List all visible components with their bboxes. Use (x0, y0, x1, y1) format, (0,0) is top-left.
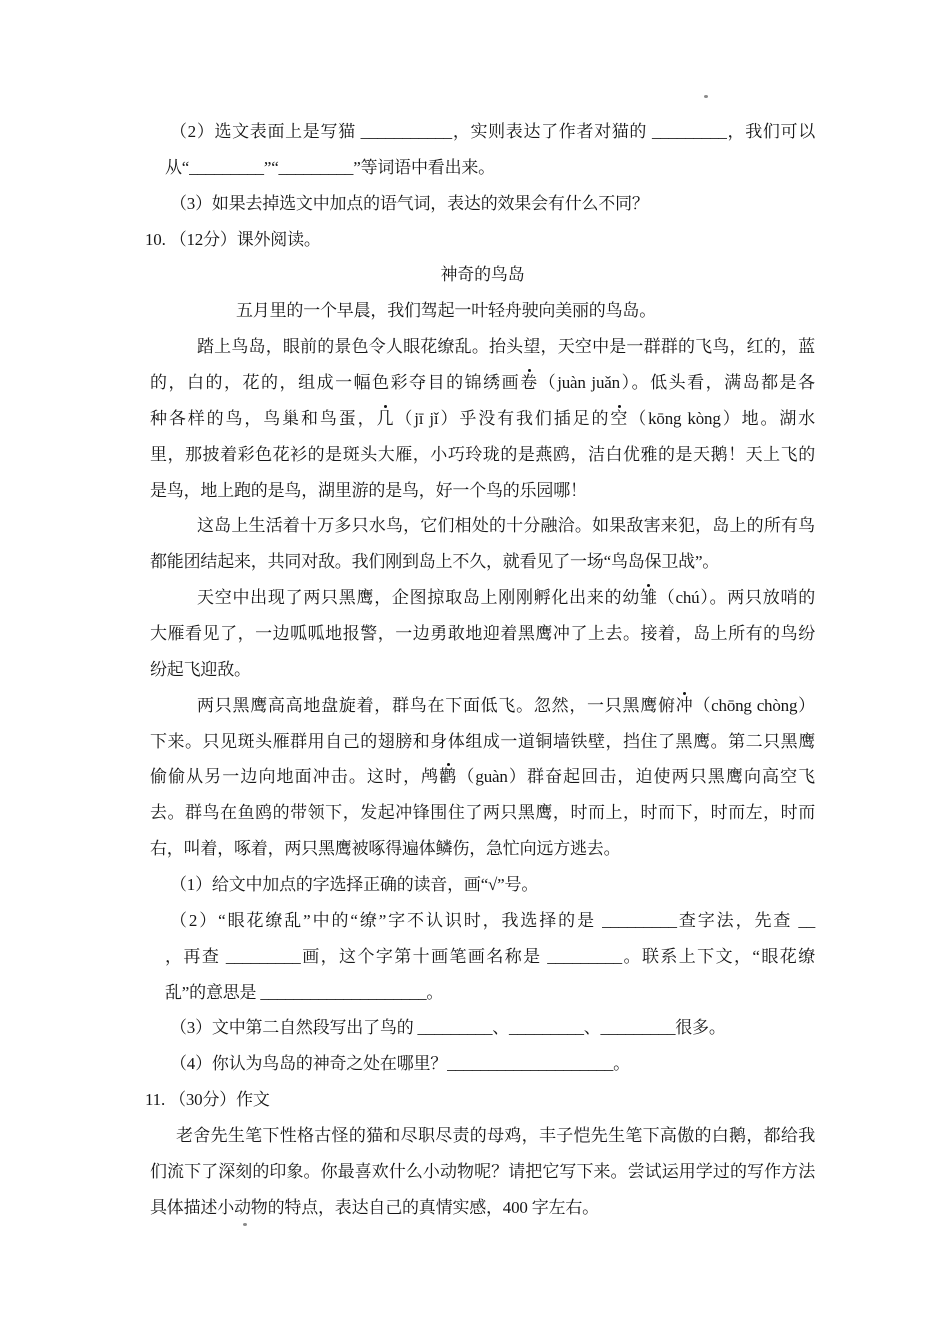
composition-prompt-line-1 (176, 1118, 815, 1154)
scan-speck (243, 1223, 247, 1226)
document-lines (145, 114, 815, 1226)
text-segment: 这岛上生活着十万多只水鸟，它们相处的十分融洽。如果敌害来犯，岛上的所有鸟 (197, 516, 815, 536)
question-10-4-line (170, 1046, 815, 1082)
text-segment: 从“_________”“_________”等词语中看出来。 (165, 157, 495, 177)
passage-paragraph-1 (236, 293, 815, 329)
passage-paragraph-4-line-2 (150, 616, 815, 652)
text-segment: （chú）。两只放哨的 (657, 588, 815, 608)
emphasis-dotted-char: 几 (376, 408, 396, 428)
text-segment: 们流下了深刻的印象。你最喜欢什么小动物呢？请把它写下来。尝试运用学过的写作方法 (150, 1161, 815, 1181)
text-segment: 11. （30分）作文 (145, 1090, 270, 1110)
text-segment: 神奇的鸟岛 (440, 265, 525, 285)
emphasis-dotted-char: 卷 (520, 373, 539, 393)
question-2-continuation (165, 150, 815, 186)
question-2-line (170, 114, 815, 150)
text-segment: （jī jǐ）乎没有我们插足的 (395, 408, 611, 428)
emphasis-dotted-char: 雏 (640, 588, 658, 608)
text-segment: 是鸟，地上跑的是鸟，湖里游的是鸟，好一个鸟的乐园哪！ (150, 480, 587, 500)
composition-prompt-line-3 (150, 1190, 815, 1226)
passage-paragraph-5-line-2 (150, 724, 815, 760)
scan-speck (704, 95, 708, 98)
composition-prompt-line-2 (150, 1154, 815, 1190)
passage-paragraph-3-line-2 (150, 544, 815, 580)
text-segment: 下来。只见斑头雁群用自己的翅膀和身体组成一道铜墙铁壁，挡住了黑鹰。第二只黑鹰 (150, 731, 815, 751)
passage-paragraph-2-line-1 (197, 329, 815, 365)
text-segment: 天空中出现了两只黑鹰，企图掠取岛上刚刚孵化出来的幼 (197, 588, 641, 608)
text-segment: （kōng kòng）地。湖水 (629, 408, 815, 428)
text-segment: 五月里的一个早晨，我们驾起一叶轻舟驶向美丽的鸟岛。 (236, 301, 656, 321)
passage-paragraph-3-line-1 (197, 508, 815, 544)
question-3-line (170, 186, 815, 222)
passage-paragraph-4-line-3 (150, 652, 815, 688)
text-segment: 右，叫着，啄着，两只黑鹰被啄得遍体鳞伤，急忙向远方逃去。 (150, 839, 621, 859)
question-10-2-line-2 (165, 939, 815, 975)
text-segment: （1）给文中加点的字选择正确的读音，画“√”号。 (170, 875, 539, 895)
text-segment: 都能团结起来，共同对敌。我们刚到岛上不久，就看见了一场“鸟岛保卫战”。 (150, 552, 720, 572)
text-segment: 踏上鸟岛，眼前的景色令人眼花缭乱。抬头望，天空中是一群群的飞鸟，红的，蓝 (197, 337, 815, 357)
emphasis-dotted-char: 冲 (675, 695, 694, 715)
passage-paragraph-5-line-1 (197, 688, 815, 724)
text-segment: 的，白的，花的，组成一幅色彩夺目的锦绣画 (150, 373, 521, 393)
text-segment: 大雁看见了，一边呱呱地报警，一边勇敢地迎着黑鹰冲了上去。接着，岛上所有的鸟纷 (150, 624, 815, 644)
text-segment: 老舍先生笔下性格古怪的猫和尽职尽责的母鸡，丰子恺先生笔下高傲的白鹅，都给我 (176, 1126, 815, 1146)
text-segment: ，再查 _________画，这个字第十画笔画名称是 _________。联系上下文，“眼花缭 (165, 946, 815, 966)
text-segment: （juàn juǎn）。低头看，满岛都是各 (538, 373, 815, 393)
passage-paragraph-2-line-5 (150, 473, 815, 509)
question-11-header (145, 1082, 815, 1118)
text-segment: （2）“眼花缭乱”中的“缭”字不认识时，我选择的是 _________查字法，先查 __ (170, 910, 815, 930)
text-segment: 偷偷从另一边向地面冲击。这时，鸬 (150, 767, 440, 787)
text-segment: 两只黑鹰高高地盘旋着，群鸟在下面低飞。忽然，一只黑鹰俯 (197, 695, 676, 715)
text-segment: 纷起飞迎敌。 (150, 659, 251, 679)
text-segment: 乱”的意思是 ____________________。 (165, 982, 444, 1002)
reading-passage-title (150, 257, 815, 293)
passage-paragraph-5-line-5 (150, 831, 815, 867)
question-10-2-line-1 (170, 903, 815, 939)
question-10-1-line (170, 867, 815, 903)
text-segment: （4）你认为鸟岛的神奇之处在哪里？____________________。 (170, 1054, 630, 1074)
passage-paragraph-2-line-2 (150, 365, 815, 401)
passage-paragraph-5-line-4 (150, 795, 815, 831)
text-segment: （guàn）群奋起回击，迫使两只黑鹰向高空飞 (457, 767, 815, 787)
text-segment: （2）选文表面上是写猫 ___________，实则表达了作者对猫的 _________，我们可以 (170, 122, 815, 141)
text-segment: 种各样的鸟，鸟巢和鸟蛋， (150, 408, 377, 428)
text-segment: 里，那披着彩色花衫的是斑头大雁，小巧玲珑的是燕鸥，洁白优雅的是天鹅！天上飞的 (150, 444, 815, 464)
text-segment: （3）如果去掉选文中加点的语气词，表达的效果会有什么不同？ (170, 193, 649, 213)
text-segment: （3）文中第二自然段写出了鸟的 _________、_________、_________很多。 (170, 1018, 726, 1038)
passage-paragraph-5-line-3 (150, 759, 815, 795)
question-10-header (145, 222, 815, 258)
passage-paragraph-4-line-1 (197, 580, 815, 616)
text-segment: 去。群鸟在鱼鸥的带领下，发起冲锋围住了两只黑鹰，时而上，时而下，时而左，时而 (150, 803, 815, 823)
passage-paragraph-2-line-4 (150, 437, 815, 473)
emphasis-dotted-char: 空 (610, 408, 630, 428)
text-segment: 10. （12分）课外阅读。 (145, 229, 321, 249)
text-segment: （chōng chòng） (693, 695, 815, 715)
emphasis-dotted-char: 鹳 (439, 767, 458, 787)
text-segment: 具体描述小动物的特点，表达自己的真情实感，400 字左右。 (150, 1197, 599, 1217)
question-10-2-line-3 (165, 975, 815, 1011)
question-10-3-line (170, 1010, 815, 1046)
passage-paragraph-2-line-3 (150, 401, 815, 437)
